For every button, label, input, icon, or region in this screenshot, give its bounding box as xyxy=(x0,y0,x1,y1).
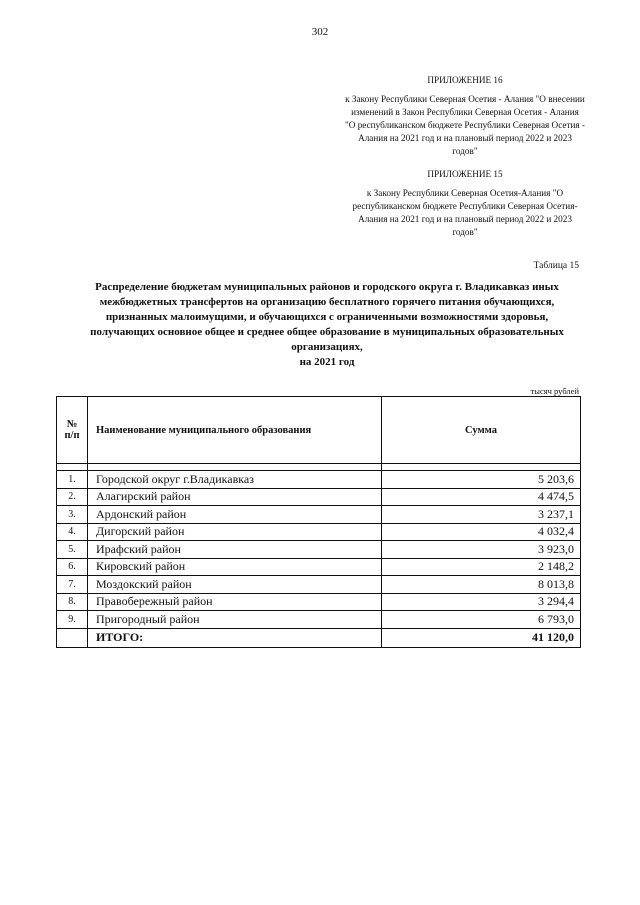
appendix-15-text: к Закону Республики Северная Осетия-Алания "О республиканском бюджете Республики Северная Осетия-Алания на 2021 год и на плановый период 2022 и 2023 годов" xyxy=(352,188,578,237)
appendix-15-heading: ПРИЛОЖЕНИЕ 15 xyxy=(427,169,503,179)
document-title xyxy=(85,280,569,370)
total-sum: 41 120,0 xyxy=(382,628,581,647)
row-sum: 4 032,4 xyxy=(382,523,581,541)
appendix-16-text: к Закону Республики Северная Осетия - Алания "О внесении изменений в Закон Республики Северная Осетия - Алания "О республиканском бюджете Республики Северная Осетия - Алания на 2021 год и на плановый период 2022 и 2023 годов" xyxy=(345,94,585,156)
row-sum: 3 294,4 xyxy=(382,593,581,611)
appendix-15-block xyxy=(345,168,585,239)
row-num: 5. xyxy=(57,541,88,559)
row-num: 7. xyxy=(57,576,88,594)
table-row xyxy=(57,558,581,576)
row-name: Правобережный район xyxy=(88,593,382,611)
row-name: Кировский район xyxy=(88,558,382,576)
row-sum: 3 237,1 xyxy=(382,506,581,524)
document-title-text: Распределение бюджетам муниципальных районов и городского округа г. Владикавказ иных межбюджетных трансфертов на организацию бесплатного горячего питания обучающихся, признанных малоимущими, и обучающихся с ограниченными возможностями здоровья, получающих основное общее и среднее общее образование в муниципальных образовательных организациях, xyxy=(90,281,564,353)
row-sum: 5 203,6 xyxy=(382,471,581,489)
budget-table xyxy=(56,396,581,648)
row-name: Городской округ г.Владикавказ xyxy=(88,471,382,489)
row-num: 6. xyxy=(57,558,88,576)
row-name: Дигорский район xyxy=(88,523,382,541)
table-row xyxy=(57,523,581,541)
header-num: № п/п xyxy=(57,397,88,464)
row-sum: 8 013,8 xyxy=(382,576,581,594)
row-sum: 2 148,2 xyxy=(382,558,581,576)
total-empty-cell xyxy=(57,628,88,647)
row-sum: 4 474,5 xyxy=(382,488,581,506)
row-sum: 6 793,0 xyxy=(382,611,581,629)
table-spacer-row xyxy=(57,464,581,471)
header-name: Наименование муниципального образования xyxy=(88,397,382,464)
row-name: Ирафский район xyxy=(88,541,382,559)
table-row xyxy=(57,471,581,489)
table-total-row xyxy=(57,628,581,647)
table-row xyxy=(57,576,581,594)
row-num: 8. xyxy=(57,593,88,611)
appendix-16-heading: ПРИЛОЖЕНИЕ 16 xyxy=(427,75,503,85)
row-name: Ардонский район xyxy=(88,506,382,524)
row-name: Алагирский район xyxy=(88,488,382,506)
row-sum: 3 923,0 xyxy=(382,541,581,559)
table-row xyxy=(57,506,581,524)
table-header-row xyxy=(57,397,581,464)
table-row xyxy=(57,541,581,559)
appendix-16-block xyxy=(345,74,585,158)
row-num: 1. xyxy=(57,471,88,489)
table-row xyxy=(57,611,581,629)
row-num: 3. xyxy=(57,506,88,524)
page-number: 302 xyxy=(311,26,329,38)
row-name: Моздокский район xyxy=(88,576,382,594)
document-title-year: на 2021 год xyxy=(299,356,355,368)
row-name: Пригородный район xyxy=(88,611,382,629)
row-num: 9. xyxy=(57,611,88,629)
table-number: Таблица 15 xyxy=(533,261,579,271)
units-label: тысяч рублей xyxy=(530,386,579,396)
table-body xyxy=(57,464,581,648)
row-num: 2. xyxy=(57,488,88,506)
header-sum: Сумма xyxy=(382,397,581,464)
row-num: 4. xyxy=(57,523,88,541)
total-label: ИТОГО: xyxy=(88,628,382,647)
table-row xyxy=(57,593,581,611)
table-row xyxy=(57,488,581,506)
